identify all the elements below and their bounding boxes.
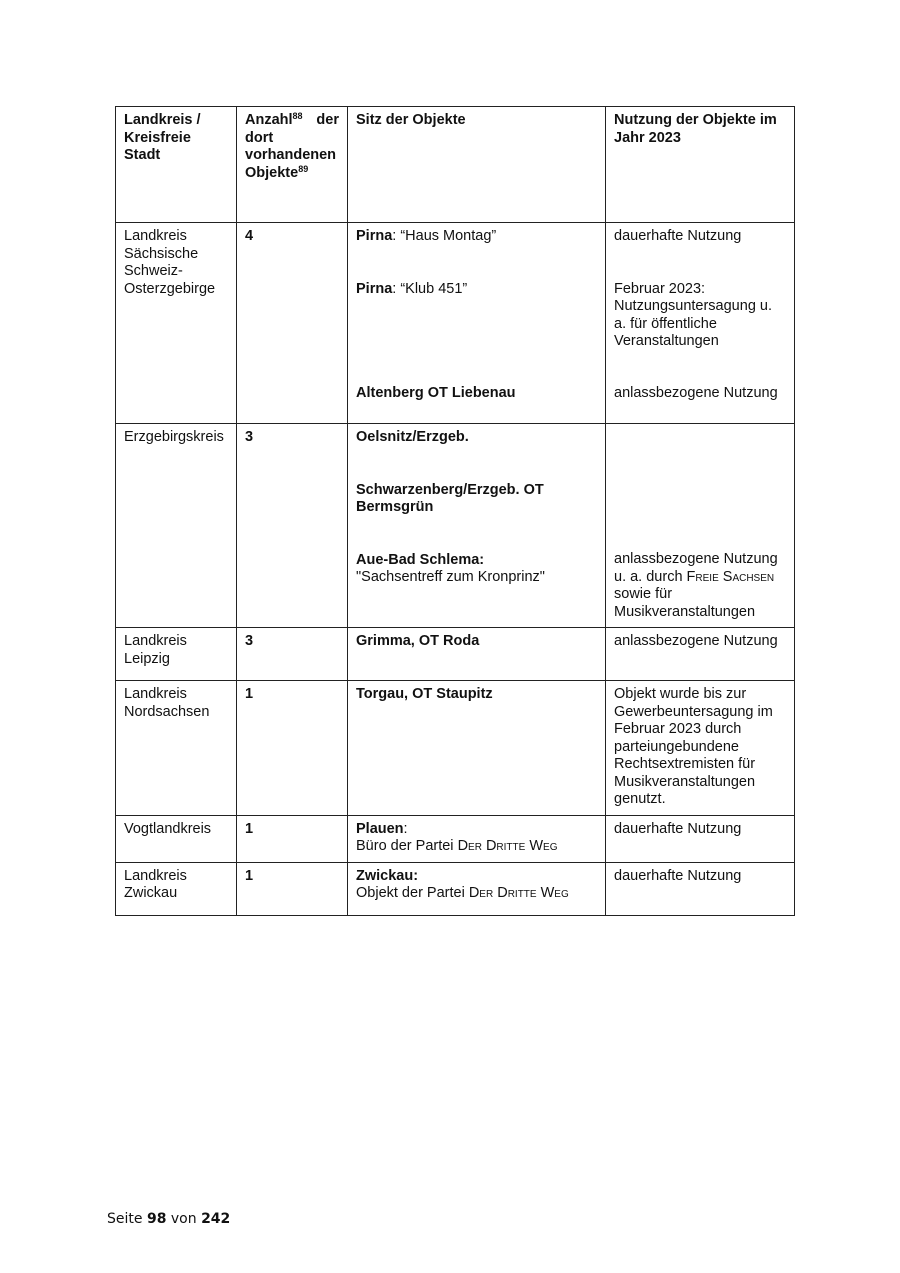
site-entry: Pirna: “Klub 451” <box>356 280 468 297</box>
count-cell: 4 <box>237 223 348 424</box>
objects-table <box>115 106 795 916</box>
header-usage: Nutzung der Objekte im Jahr 2023 <box>606 107 795 223</box>
usage-cell: dauerhafte Nutzung <box>606 862 795 915</box>
header-sites: Sitz der Objekte <box>348 107 606 223</box>
table-row <box>116 862 795 915</box>
table-row <box>116 223 795 424</box>
sites-cell <box>348 223 606 424</box>
site-entry: Altenberg OT Liebenau <box>356 385 516 401</box>
footnote-ref-89[interactable]: 89 <box>298 163 309 174</box>
table-row <box>116 681 795 816</box>
usage-cell: anlassbezogene Nutzung <box>606 628 795 681</box>
count-cell: 1 <box>237 862 348 915</box>
site-entry: Schwarzenberg/Erzgeb. OT Bermsgrün <box>356 481 544 515</box>
usage-cell: anlassbezogene Nutzung u. a. durch Freie Sachsen sowie für Musikveranstaltungen <box>606 424 795 628</box>
count-cell: 1 <box>237 815 348 862</box>
site-entry: Pirna: “Haus Montag” <box>356 228 497 244</box>
header-district: Landkreis / Kreisfreie Stadt <box>116 107 237 223</box>
site-entry: Aue-Bad Schlema: <box>356 551 485 568</box>
usage-cell: dauerhafte Nutzung Februar 2023: Nutzungsuntersagung u. a. für öffentliche Veranstaltungen anlassbezogene Nutzung <box>606 223 795 424</box>
org-name: Der Dritte Weg <box>468 885 569 901</box>
district-cell: Landkreis Zwickau <box>116 862 237 915</box>
sites-cell <box>348 424 606 628</box>
site-detail: "Sachsentreff zum Kronprinz" <box>356 569 545 585</box>
org-name: Freie Sachsen <box>686 568 775 585</box>
header-count: Anzahl$^{88}$ der dort vorhandenen Objekte$^{89}$ <box>237 107 348 223</box>
table-row <box>116 424 795 628</box>
sites-cell: Plauen: Büro der Partei Der Dritte Weg <box>348 815 606 862</box>
usage-cell: Objekt wurde bis zur Gewerbeuntersagung im Februar 2023 durch parteiungebundene Rechtsextremisten für Musikveranstaltungen genutzt. <box>606 681 795 816</box>
district-cell: Landkreis Nordsachsen <box>116 681 237 816</box>
table-header-row <box>116 107 795 223</box>
footnote-ref-88[interactable]: 88 <box>292 111 303 121</box>
count-cell: 1 <box>237 681 348 816</box>
usage-cell: dauerhafte Nutzung <box>606 815 795 862</box>
site-entry: Oelsnitz/Erzgeb. <box>356 429 469 445</box>
sites-cell: Zwickau: Objekt der Partei Der Dritte Weg <box>348 862 606 915</box>
count-cell: 3 <box>237 628 348 681</box>
district-cell: Vogtlandkreis <box>116 815 237 862</box>
sites-cell: Torgau, OT Staupitz <box>348 681 606 816</box>
page-number: 98 <box>146 1211 167 1227</box>
table-row <box>116 815 795 862</box>
count-cell: 3 <box>237 424 348 628</box>
district-cell: Landkreis Leipzig <box>116 628 237 681</box>
page-footer: Seite 98 von 242 <box>107 1211 231 1227</box>
table-row <box>116 628 795 681</box>
district-cell: Erzgebirgskreis <box>116 424 237 628</box>
org-name: Der Dritte Weg <box>457 838 558 854</box>
sites-cell: Grimma, OT Roda <box>348 628 606 681</box>
page-total: 242 <box>201 1211 231 1227</box>
district-cell: Landkreis Sächsische Schweiz-Osterzgebirge <box>116 223 237 424</box>
